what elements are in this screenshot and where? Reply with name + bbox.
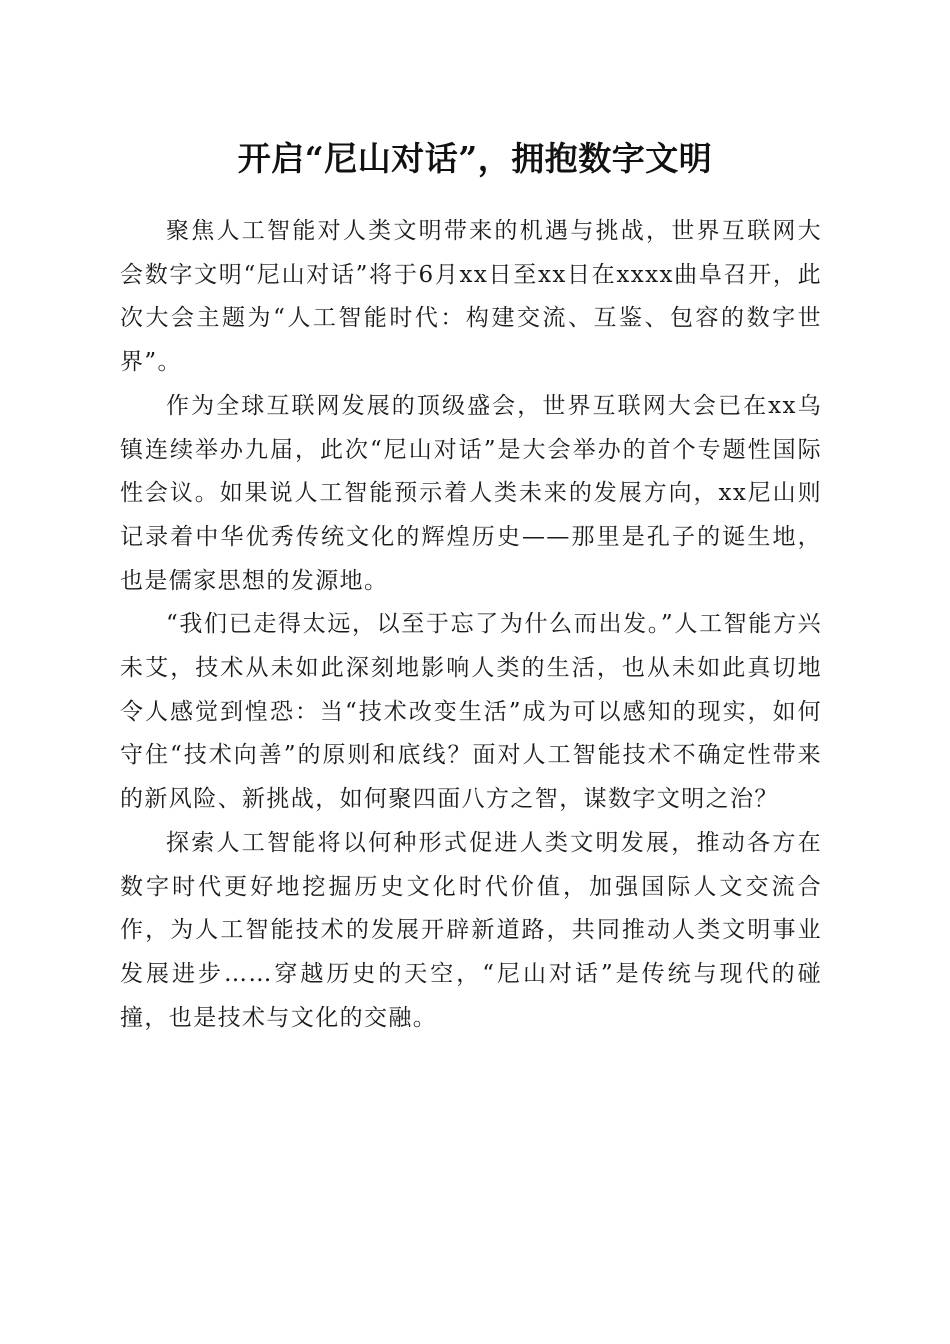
paragraph: 作为全球互联网发展的顶级盛会，世界互联网大会已在xx乌镇连续举办九届，此次“尼山对话”是大会举办的首个专题性国际性会议。如果说人工智能预示着人类未来的发展方向，xx尼山则记录着中华优秀传统文化的辉煌历史——那里是孔子的诞生地，也是儒家思想的发源地。 [120,392,822,594]
paragraph: 探索人工智能将以何种形式促进人类文明发展，推动各方在数字时代更好地挖掘历史文化时代价值，加强国际人文交流合作，为人工智能技术的发展开辟新道路，共同推动人类文明事业发展进步……穿越历史的天空，“尼山对话”是传统与现代的碰撞，也是技术与文化的交融。 [120,829,822,1031]
document-body [120,210,822,1040]
document-title: 开启“尼山对话”，拥抱数字文明 [237,139,713,178]
paragraph: “我们已走得太远，以至于忘了为什么而出发。”人工智能方兴未艾，技术从未如此深刻地影响人类的生活，也从未如此真切地令人感觉到惶恐：当“技术改变生活”成为可以感知的现实，如何守住“技术向善”的原则和底线？面对人工智能技术不确定性带来的新风险、新挑战，如何聚四面八方之智，谋数字文明之治？ [120,611,822,813]
paragraph: 聚焦人工智能对人类文明带来的机遇与挑战，世界互联网大会数字文明“尼山对话”将于6月xx日至xx日在xxxx曲阜召开，此次大会主题为“人工智能时代：构建交流、互鉴、包容的数字世界”。 [120,218,822,376]
